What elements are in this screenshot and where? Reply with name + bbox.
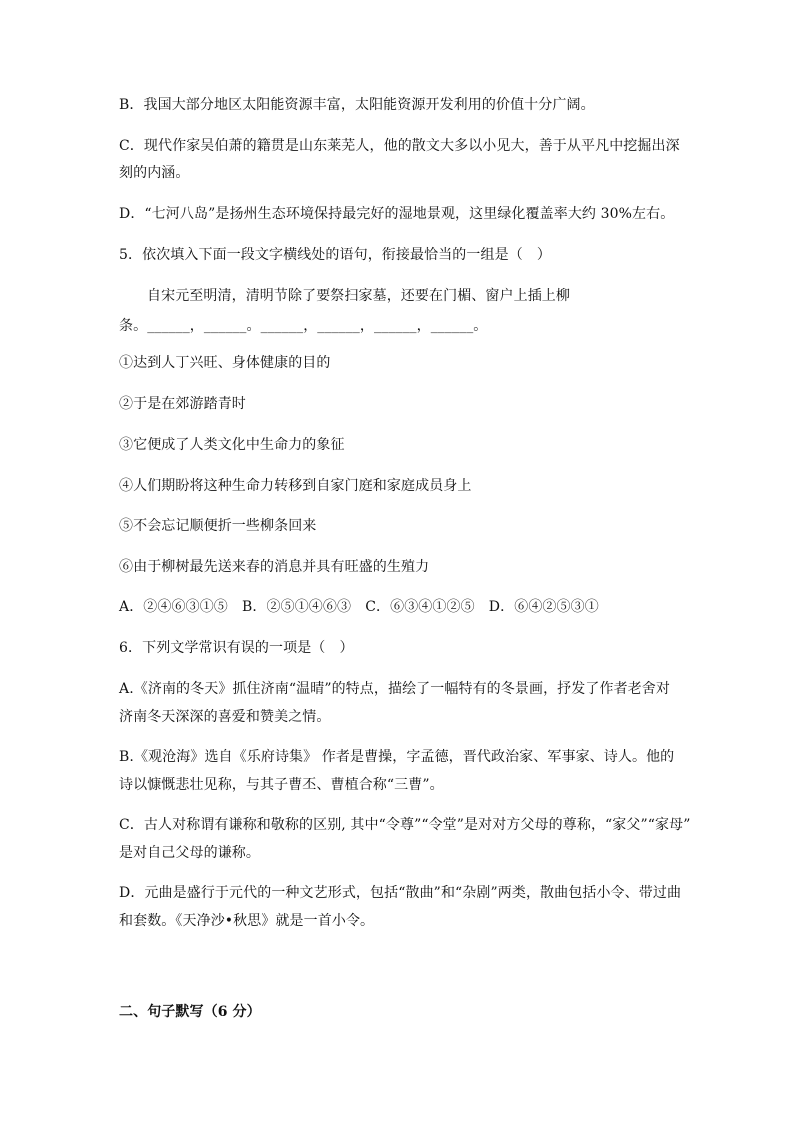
q5-item-5: ⑤不会忘记顺便折一些柳条回来 [119,518,317,534]
q4-option-b: B．我国大部分地区太阳能资源丰富，太阳能资源开发利用的价值十分广阔。 [119,97,595,113]
q6-option-b-line1: B.《观沧海》选自《乐府诗集》 作者是曹操，字孟德，晋代政治家、军事家、诗人。他的 [119,749,675,765]
q4-option-c-line2: 刻的内涵。 [119,165,190,181]
q6-option-a-line2: 济南冬天深深的喜爱和赞美之情。 [119,709,331,725]
section-2-heading: 二、句子默写（6 分） [119,1004,261,1020]
q5-item-6: ⑥由于柳树最先送来春的消息并具有旺盛的生殖力 [119,559,430,575]
q6-stem: 6．下列文学常识有误的一项是（ ） [119,640,354,656]
q5-passage-line1: 自宋元至明清，清明节除了要祭扫家墓，还要在门楣、窗户上插上柳 [147,288,570,304]
q4-option-d: D．“七河八岛”是扬州生态环境保持最完好的湿地景观，这里绿化覆盖率大约 30%左右。 [119,206,675,222]
q5-passage-line2: 条。______，______。______，______，______，______。 [119,318,488,334]
q6-option-a-line1: A.《济南的冬天》抓住济南“温晴”的特点，描绘了一幅特有的冬景画，抒发了作者老舍对 [119,681,670,697]
q5-item-1: ①达到人丁兴旺、身体健康的目的 [119,355,331,371]
q6-option-d-line1: D．元曲是盛行于元代的一种文艺形式，包括“散曲”和“杂剧”两类，散曲包括小令、带过曲 [119,885,682,901]
q5-item-4: ④人们期盼将这种生命力转移到自家门庭和家庭成员身上 [119,478,472,494]
q6-option-c-line2: 是对自己父母的谦称。 [119,845,260,861]
q5-stem: 5．依次填入下面一段文字横线处的语句，衔接最恰当的一组是（ ） [119,247,552,263]
q6-option-c-line1: C．古人对称谓有谦称和敬称的区别, 其中“令尊”“令堂”是对对方父母的尊称，“家父”“家母” [119,817,691,833]
q5-options: A．②④⑥③①⑤ B．②⑤①④⑥③ C．⑥③④①②⑤ D．⑥④②⑤③① [119,599,599,615]
q4-option-c-line1: C．现代作家吴伯萧的籍贯是山东莱芜人，他的散文大多以小见大，善于从平凡中挖掘出深 [119,138,680,154]
q6-option-b-line2: 诗以慷慨悲壮见称，与其子曹丕、曹植合称“三曹”。 [119,777,444,793]
q6-option-d-line2: 和套数。《天净沙•秋思》就是一首小令。 [119,913,375,929]
q5-item-3: ③它便成了人类文化中生命力的象征 [119,437,345,453]
q5-item-2: ②于是在郊游踏青时 [119,396,246,412]
